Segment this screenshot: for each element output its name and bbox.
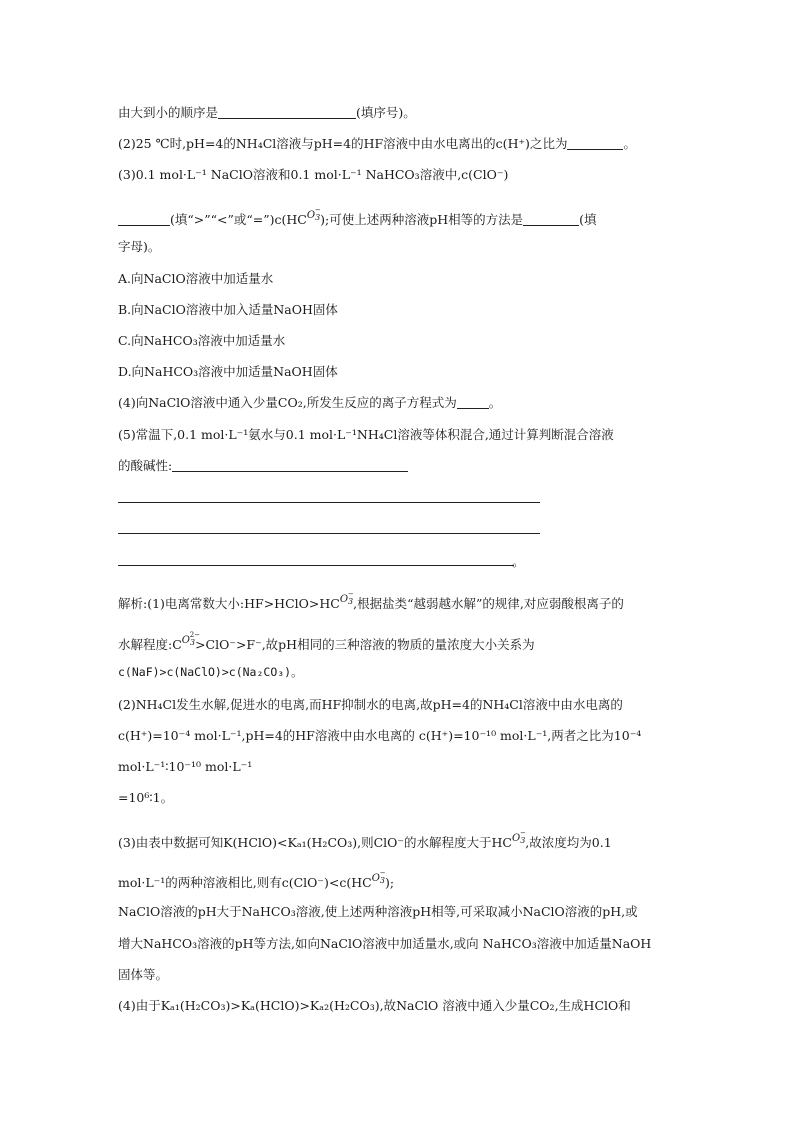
q1-suffix: (填序号)。	[356, 105, 416, 120]
analysis-3-g: 固体等。	[118, 967, 169, 982]
analysis-3-b: ,故浓度均为0.1	[525, 835, 612, 850]
carbonate-ion: O 2− $_3$	[181, 631, 201, 647]
analysis-1-a: 解析:(1)电离常数大小:HF>HClO>HC	[118, 596, 340, 611]
q3-line3	[118, 238, 160, 256]
q5-end	[512, 553, 525, 571]
answer-blank-4[interactable]	[457, 394, 489, 409]
analysis-3-d: );	[385, 875, 395, 890]
bicarbonate-ion: O − $_3$	[371, 869, 386, 885]
q1-line	[118, 104, 416, 122]
answer-blank-1[interactable]	[218, 104, 356, 119]
analysis-1-line2	[118, 632, 535, 654]
answer-line-5c[interactable]	[118, 533, 540, 534]
analysis-2-a: (2)NH₄Cl发生水解,促进水的电离,而HF抑制水的电离,故pH=4的NH₄Cl溶液中由水电离的	[118, 697, 623, 712]
analysis-3-line4	[118, 935, 651, 953]
analysis-3-line5	[118, 966, 168, 984]
analysis-1-line3	[118, 663, 303, 681]
analysis-1-c: 水解程度:C	[118, 637, 182, 652]
q5-end-mark: 。	[512, 554, 525, 569]
analysis-3-e: NaClO溶液的pH大于NaHCO₃溶液,使上述两种溶液pH相等,可采取减小NaClO溶液的pH,或	[118, 904, 638, 919]
option-d	[118, 363, 338, 381]
q5-line2	[118, 457, 408, 475]
q3-text-2b: );可使上述两种溶液pH相等的方法是	[320, 212, 524, 227]
q5-text-2: 的酸碱性:	[118, 458, 173, 473]
q3-line2	[118, 207, 597, 229]
analysis-3-c: mol·L⁻¹的两种溶液相比,则有c(ClO⁻)<c(HC	[118, 875, 372, 890]
option-b	[118, 301, 338, 319]
q2-line	[118, 135, 636, 153]
analysis-1-b: ,根据盐类“越弱越水解”的规律,对应弱酸根离子的	[353, 596, 624, 611]
analysis-3-a: (3)由表中数据可知K(HClO)<Kₐ₁(H₂CO₃),则ClO⁻的水解程度大于HC	[118, 835, 512, 850]
q2-text: (2)25 ℃时,pH=4的NH₄Cl溶液与pH=4的HF溶液中由水电离出的c(H⁺)之比为	[118, 136, 568, 151]
analysis-1-d: >ClO⁻>F⁻,故pH相同的三种溶液的物质的量浓度大小关系为	[195, 637, 535, 652]
analysis-3-f: 增大NaHCO₃溶液的pH等方法,如向NaClO溶液中加适量水,或向 NaHCO₃溶液中加适量NaOH	[118, 936, 652, 951]
analysis-2-b: c(H⁺)=10⁻⁴ mol·L⁻¹,pH=4的HF溶液中由水电离的 c(H⁺)=10⁻¹⁰ mol·L⁻¹,两者之比为10⁻⁴	[118, 728, 642, 743]
option-b-text: B.向NaClO溶液中加入适量NaOH固体	[118, 302, 338, 317]
q5-text-1: (5)常温下,0.1 mol·L⁻¹氨水与0.1 mol·L⁻¹NH₄Cl溶液等体积混合,通过计算判断混合溶液	[118, 427, 614, 442]
answer-blank-3b[interactable]	[523, 211, 579, 226]
option-c	[118, 332, 285, 350]
answer-blank-5a[interactable]	[172, 457, 408, 472]
option-a-text: A.向NaClO溶液中加适量水	[118, 271, 274, 286]
answer-line-5d[interactable]	[118, 565, 514, 566]
q4-text: (4)向NaClO溶液中通入少量CO₂,所发生反应的离子方程式为	[118, 395, 457, 410]
q5-line1	[118, 426, 614, 444]
option-a	[118, 270, 273, 288]
analysis-1-e: c(NaF)>c(NaClO)>c(Na₂CO₃)。	[118, 665, 303, 679]
bicarbonate-ion: O − $_3$	[306, 206, 321, 222]
q2-end: 。	[623, 136, 636, 151]
option-c-text: C.向NaHCO₃溶液中加适量水	[118, 333, 286, 348]
q1-prefix: 由大到小的顺序是	[118, 105, 219, 120]
bicarbonate-ion: O − $_3$	[339, 590, 354, 606]
analysis-3-line2	[118, 870, 394, 892]
q3-text-3: 字母)。	[118, 239, 161, 254]
analysis-4-line1	[118, 997, 631, 1015]
analysis-1-line1	[118, 591, 624, 613]
analysis-2-line2	[118, 727, 641, 745]
analysis-2-line4	[118, 789, 173, 807]
q3-text-2c: (填	[579, 212, 597, 227]
analysis-3-line3	[118, 903, 638, 921]
analysis-2-c: mol·L⁻¹∶10⁻¹⁰ mol·L⁻¹	[118, 759, 253, 774]
answer-blank-2[interactable]	[567, 135, 623, 150]
answer-line-5b[interactable]	[118, 502, 540, 503]
analysis-2-line3	[118, 758, 252, 776]
q4-end: 。	[488, 395, 502, 410]
analysis-4-a: (4)由于Kₐ₁(H₂CO₃)>Kₐ(HClO)>Kₐ₂(H₂CO₃),故NaClO 溶液中通入少量CO₂,生成HClO和	[118, 998, 631, 1013]
q3-text-1: (3)0.1 mol·L⁻¹ NaClO溶液和0.1 mol·L⁻¹ NaHCO₃溶液中,c(ClO⁻)	[118, 167, 509, 182]
answer-blank-3a[interactable]	[118, 211, 170, 226]
analysis-2-line1	[118, 696, 623, 714]
analysis-2-d: =10⁶∶1。	[118, 790, 174, 805]
q4-line	[118, 394, 501, 412]
analysis-3-line1	[118, 830, 612, 852]
q3-text-2a: (填“>”“<”或“=”)c(HC	[170, 212, 307, 227]
q3-line1	[118, 166, 508, 184]
option-d-text: D.向NaHCO₃溶液中加适量NaOH固体	[118, 364, 338, 379]
bicarbonate-ion: O − $_3$	[512, 829, 526, 845]
